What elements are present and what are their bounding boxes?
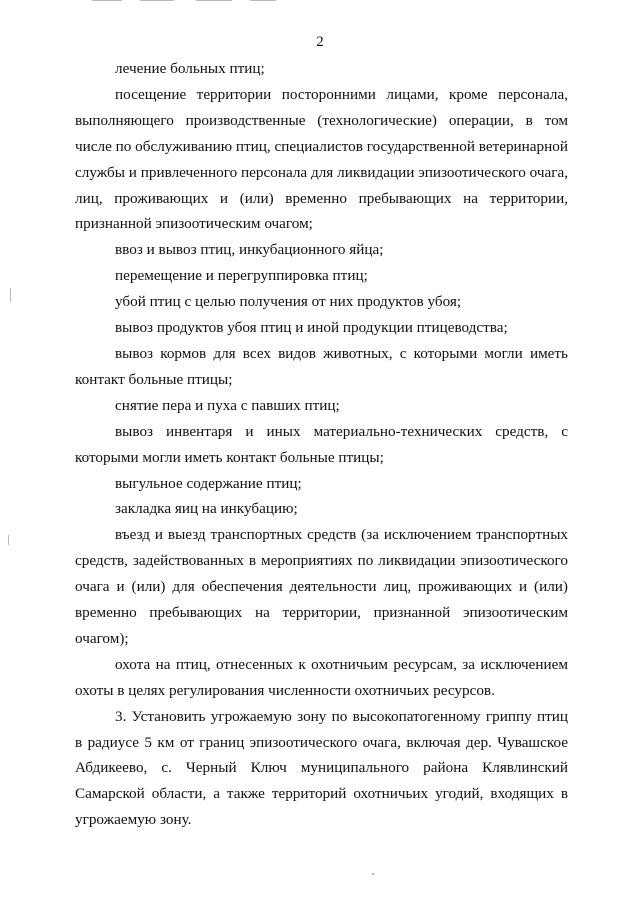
list-item-incubation: закладка яиц на инкубацию; [115, 500, 298, 518]
scan-artifact [250, 0, 276, 1]
scan-artifact [10, 288, 11, 302]
list-item-import-export-birds: ввоз и вывоз птиц, инкубационного яйца; [115, 241, 384, 259]
clause-3-threatened-zone: 3. Установить угрожаемую зону по высокопатогенному гриппу птиц в радиусе 5 км от границ эпизоотического очага, включая дер. Чувашское Абдикеево, с. Черный Ключ муниципального района Клявлинский Самарской области, а также территорий охотничьих угодий, входящих в угрожаемую зону. [75, 707, 568, 829]
scan-artifact [196, 0, 232, 1]
list-item-slaughter: убой птиц с целью получения от них продуктов убоя; [115, 293, 462, 311]
scan-artifact [140, 0, 174, 1]
list-item-export-inventory: вывоз инвентаря и иных материально-технических средств, с которыми могли иметь контакт больные птицы; [75, 422, 568, 466]
list-item-treatment: лечение больных птиц; [115, 60, 265, 77]
page-number: 2 [316, 34, 324, 50]
list-item-visiting-territory: посещение территории посторонними лицами, кроме персонала, выполняющего производственные (технологические) операции, в том числе по обслуживанию птиц, специалистов государственной ветеринарной службы и привлеченного персонала для ликвидации эпизоотического очага, лиц, проживающих и (или) временно пребывающих на территории, признанной эпизоотическим очагом; [75, 85, 568, 233]
scan-artifact [92, 0, 122, 1]
list-item-export-products: вывоз продуктов убоя птиц и иной продукции птицеводства; [115, 319, 508, 337]
list-item-vehicles: въезд и выезд транспортных средств (за исключением транспортных средств, задействованных в мероприятиях по ликвидации эпизоотического очага и (или) для обеспечения деятельности лиц, проживающих и (или) временно пребывающих на территории, признанной эпизоотическим очагом); [75, 526, 568, 647]
list-item-feathers: снятие пера и пуха с павших птиц; [115, 396, 340, 414]
list-item-free-range: выгульное содержание птиц; [115, 474, 302, 492]
document-body [75, 56, 568, 833]
list-item-relocation: перемещение и перегруппировка птиц; [115, 267, 368, 285]
scan-artifact [372, 873, 374, 875]
scan-artifact [8, 535, 9, 545]
list-item-hunting: охота на птиц, отнесенных к охотничьим ресурсам, за исключением охоты в целях регулирования численности охотничьих ресурсов. [75, 655, 568, 699]
list-item-export-feed: вывоз кормов для всех видов животных, с которыми могли иметь контакт больные птицы; [75, 344, 568, 388]
